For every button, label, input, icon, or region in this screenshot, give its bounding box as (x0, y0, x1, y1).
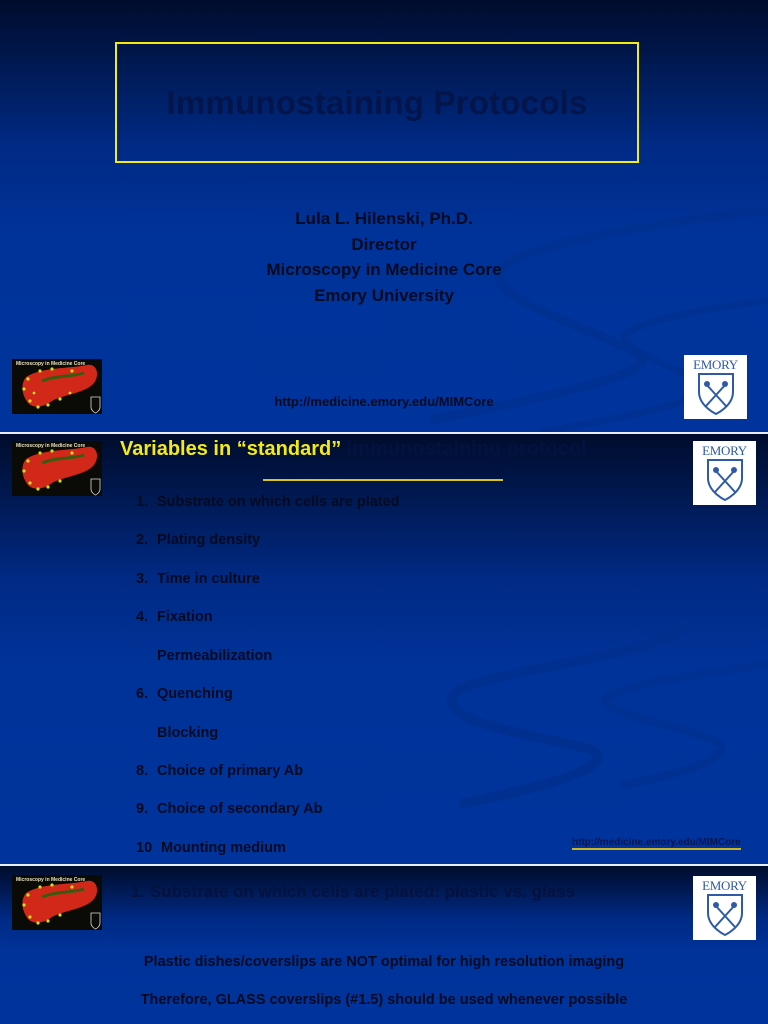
slide-title (120, 438, 587, 461)
subtitle-text: 2-step or indirect immunofluorescence (263, 464, 503, 479)
author-block (0, 206, 768, 308)
emory-shield-icon (706, 893, 744, 937)
title-highlight: Variables in “standard” (120, 438, 342, 460)
emory-logo (693, 876, 756, 940)
emory-shield-icon (706, 458, 744, 502)
item-number: 6. (136, 686, 149, 702)
item-number: 10 (136, 840, 153, 856)
list-item (136, 725, 218, 741)
item-number: 9. (136, 801, 149, 817)
list-item (136, 609, 213, 625)
item-label: Choice of secondary Ab (157, 801, 323, 817)
slide-title (0, 0, 768, 432)
mimcore-logo (12, 875, 102, 930)
item-label: Time in culture (157, 571, 260, 587)
slide-substrate (0, 866, 768, 1024)
list-item (136, 648, 272, 664)
list-item (136, 763, 303, 779)
emory-logo (693, 441, 756, 505)
emory-wordmark: EMORY (702, 443, 747, 458)
list-item (136, 840, 286, 856)
list-item (136, 494, 400, 510)
author-role: Director (351, 234, 417, 254)
logo-caption: Microscopy in Medicine Core (16, 361, 86, 367)
footer-url-link[interactable]: http://medicine.emory.edu/MIMCore (572, 837, 741, 848)
logo-caption: Microscopy in Medicine Core (16, 877, 86, 883)
item-number: 1. (136, 494, 149, 510)
author-name: Lula L. Hilenski, Ph.D. (295, 209, 473, 228)
title-box (115, 42, 639, 163)
item-label: Fixation (157, 609, 213, 625)
author-department: Microscopy in Medicine Core (266, 260, 502, 279)
item-label: Quenching (157, 686, 233, 702)
slide-subtitle (0, 464, 766, 479)
emory-logo (684, 355, 747, 419)
logo-caption: Microscopy in Medicine Core (16, 443, 86, 449)
author-institution: Emory University (314, 285, 454, 305)
item-number: 4. (136, 609, 149, 625)
slide-variables (0, 434, 768, 864)
body-line: Therefore, GLASS coverslips (#1.5) should be used whenever possible (140, 992, 628, 1008)
list-item (136, 571, 260, 587)
item-label: Choice of primary Ab (157, 763, 304, 779)
item-label: Mounting medium (161, 840, 286, 856)
item-number: 8. (136, 763, 149, 779)
footer-url[interactable]: http://medicine.emory.edu/MIMCore (274, 394, 494, 409)
emory-wordmark: EMORY (702, 878, 747, 893)
list-item (136, 686, 233, 702)
title-rest: immunostaining protocol (341, 438, 587, 460)
item-label: Substrate on which cells are plated (157, 494, 400, 510)
item-label: Blocking (157, 725, 219, 741)
list-item (136, 801, 322, 817)
item-label: Permeabilization (157, 648, 273, 664)
item-number: 2. (136, 532, 149, 548)
item-number: 3. (136, 571, 149, 587)
cell-image-icon (12, 875, 102, 930)
slide-title: 1. Substrate on which cells are plated: plastic vs. glass (131, 882, 576, 901)
body-line: Plastic dishes/coverslips are NOT optimal for high resolution imaging (143, 954, 625, 970)
slide-title-text: Immunostaining Protocols (166, 83, 588, 121)
emory-wordmark: EMORY (693, 357, 738, 372)
item-label: Plating density (157, 532, 261, 548)
emory-shield-icon (697, 372, 735, 416)
list-item (136, 532, 260, 548)
